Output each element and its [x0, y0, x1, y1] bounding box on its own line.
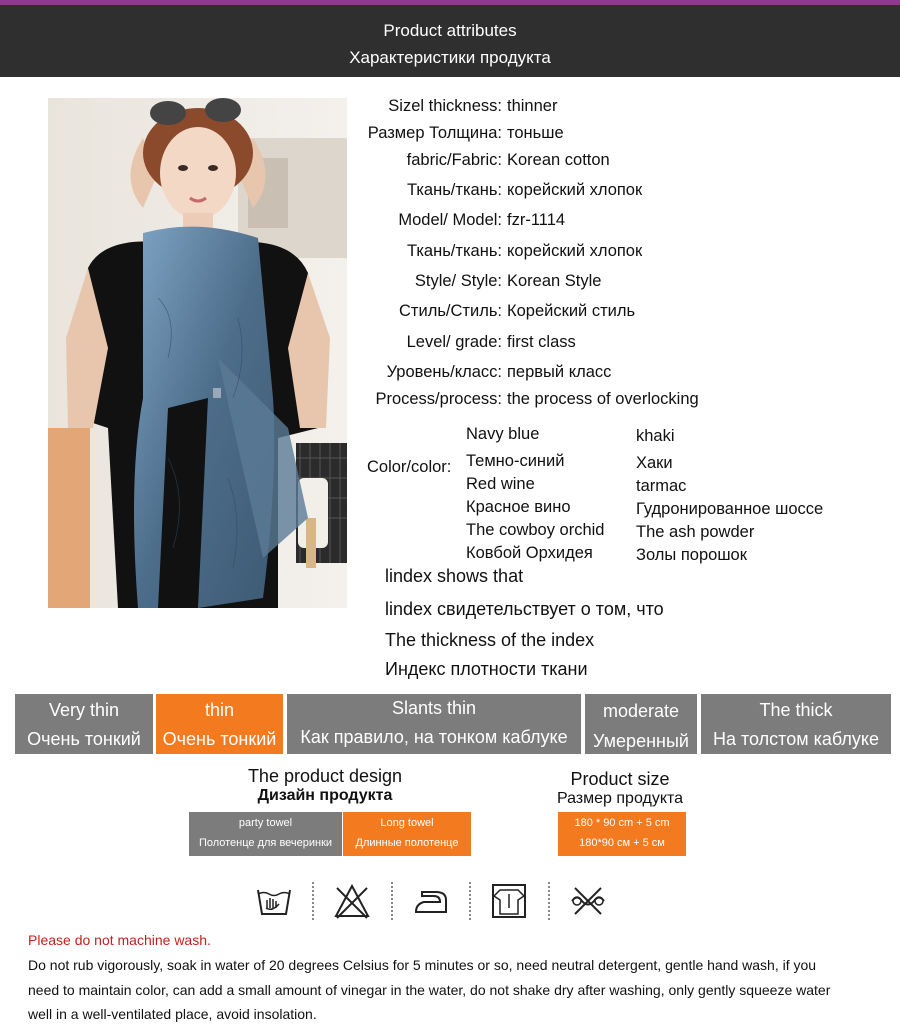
design-option-en: party towel	[238, 817, 293, 829]
design-title-en: The product design	[247, 766, 403, 786]
index-line-4: Индекс плотности ткани	[385, 659, 588, 679]
separator	[469, 882, 471, 920]
attr-label-size: Sizel thickness:	[388, 97, 502, 115]
design-option-ru: Длинные полотенце	[355, 837, 459, 849]
no-bleach-icon	[333, 882, 371, 920]
attr-label-fabric-ru: Ткань/ткань:	[406, 181, 502, 199]
attr-value-size: thinner	[507, 97, 558, 115]
attr-value-style-ru: Корейский стиль	[507, 302, 636, 320]
care-warning: Please do not machine wash.	[28, 932, 211, 948]
attr-value-fabric: Korean cotton	[507, 151, 610, 169]
thickness-label-ru: Умеренный	[593, 731, 689, 751]
separator	[312, 882, 314, 920]
attr-label-level: Level/ grade:	[406, 333, 502, 351]
hand-wash-icon	[255, 882, 293, 920]
care-note-line-1: Do not rub vigorously, soak in water of 20 degrees Celsius for 5 minutes or so, need neutral detergent, gentle hand wash, if you	[28, 957, 817, 973]
design-title	[225, 766, 425, 805]
thickness-label-en: Slants thin	[391, 698, 477, 718]
attr-label-fabric: fabric/Fabric:	[406, 151, 502, 169]
color-option: Red wine	[466, 475, 535, 493]
attr-label-style: Style/ Style:	[414, 272, 502, 290]
color-option: Гудронированное шоссе	[636, 500, 824, 518]
design-option-long-towel	[343, 812, 471, 856]
attr-value-style: Korean Style	[507, 272, 602, 290]
attr-value-model: fzr-1114	[507, 211, 566, 229]
attr-label-process: Process/process:	[375, 390, 502, 408]
thickness-label-ru: На толстом каблуке	[713, 729, 879, 749]
color-option: Темно-синий	[466, 452, 565, 470]
care-note-line-2: need to maintain color, can add a small amount of vinegar in the water, do not shake dry after washing, only gently squeeze water	[28, 982, 831, 998]
attr-label-model: Model/ Model:	[398, 211, 502, 229]
header-title-en: Product attributes	[383, 21, 517, 40]
attr-label-size-ru: Размер Толщина:	[367, 124, 502, 142]
color-option: Хаки	[636, 454, 673, 472]
size-box	[558, 812, 686, 856]
thickness-thick	[701, 694, 891, 754]
model-wearing-scarf-illustration	[48, 98, 347, 608]
size-title-en: Product size	[570, 769, 670, 789]
color-option: Navy blue	[466, 425, 540, 443]
separator	[391, 882, 393, 920]
color-label: Color/color:	[367, 458, 452, 476]
size-title	[520, 769, 720, 808]
attr-label-level-ru: Уровень/класс:	[386, 363, 502, 381]
iron-icon	[412, 882, 450, 920]
hang-dry-icon	[490, 882, 528, 920]
thickness-label-ru: Очень тонкий	[27, 729, 141, 749]
index-line-1: lindex shows that	[385, 566, 524, 586]
attr-label-style-ru: Стиль/Стиль:	[399, 302, 502, 320]
attr-value-level: first class	[507, 333, 576, 351]
header-banner	[0, 0, 900, 77]
design-option-ru: Полотенце для вечеринки	[198, 837, 333, 849]
color-option: tarmac	[636, 477, 687, 495]
size-title-ru: Размер продукта	[556, 790, 684, 807]
size-line-cm: 180 * 90 cm + 5 cm	[574, 817, 670, 829]
thickness-label-ru: Как правило, на тонком каблуке	[300, 727, 568, 747]
thickness-label-en: thin	[204, 700, 235, 720]
thickness-label-en: moderate	[602, 701, 680, 721]
index-line-2: lindex свидетельствует о том, что	[385, 599, 664, 619]
attr-value-level-ru: первый класс	[507, 363, 612, 381]
thickness-label-ru: Очень тонкий	[162, 729, 277, 749]
thickness-thin-selected	[156, 694, 283, 754]
separator	[548, 882, 550, 920]
color-option: khaki	[636, 427, 675, 445]
thickness-very-thin	[15, 694, 153, 754]
thickness-slants-thin	[287, 694, 581, 754]
thickness-label-en: Very thin	[48, 700, 120, 720]
attr-value-process: the process of overlocking	[507, 390, 699, 408]
color-option: Красное вино	[466, 498, 571, 516]
thickness-label-en: The thick	[759, 700, 833, 720]
color-option: Ковбой Орхидея	[466, 544, 593, 562]
care-note-line-3: well in a well-ventilated place, avoid insolation.	[28, 1006, 317, 1022]
attr-value-size-ru: тоньше	[507, 124, 564, 142]
size-line-ru: 180*90 см + 5 см	[579, 837, 665, 849]
product-photo	[48, 98, 347, 608]
color-option: Золы порошок	[636, 546, 747, 564]
design-title-ru: Дизайн продукта	[257, 787, 393, 804]
attr-value-fabric-ru: корейский хлопок	[507, 181, 643, 199]
attr-label-fabric-ru-2: Ткань/ткань:	[406, 242, 502, 260]
header-title-ru: Характеристики продукта	[349, 48, 551, 67]
color-option: The cowboy orchid	[466, 521, 605, 539]
design-option-en: Long towel	[380, 817, 434, 829]
no-wring-icon	[569, 882, 607, 920]
color-option: The ash powder	[636, 523, 755, 541]
thickness-moderate	[585, 694, 697, 754]
design-option-party-towel	[189, 812, 342, 856]
index-line-3: The thickness of the index	[385, 630, 595, 650]
attr-value-fabric-ru-2: корейский хлопок	[507, 242, 643, 260]
